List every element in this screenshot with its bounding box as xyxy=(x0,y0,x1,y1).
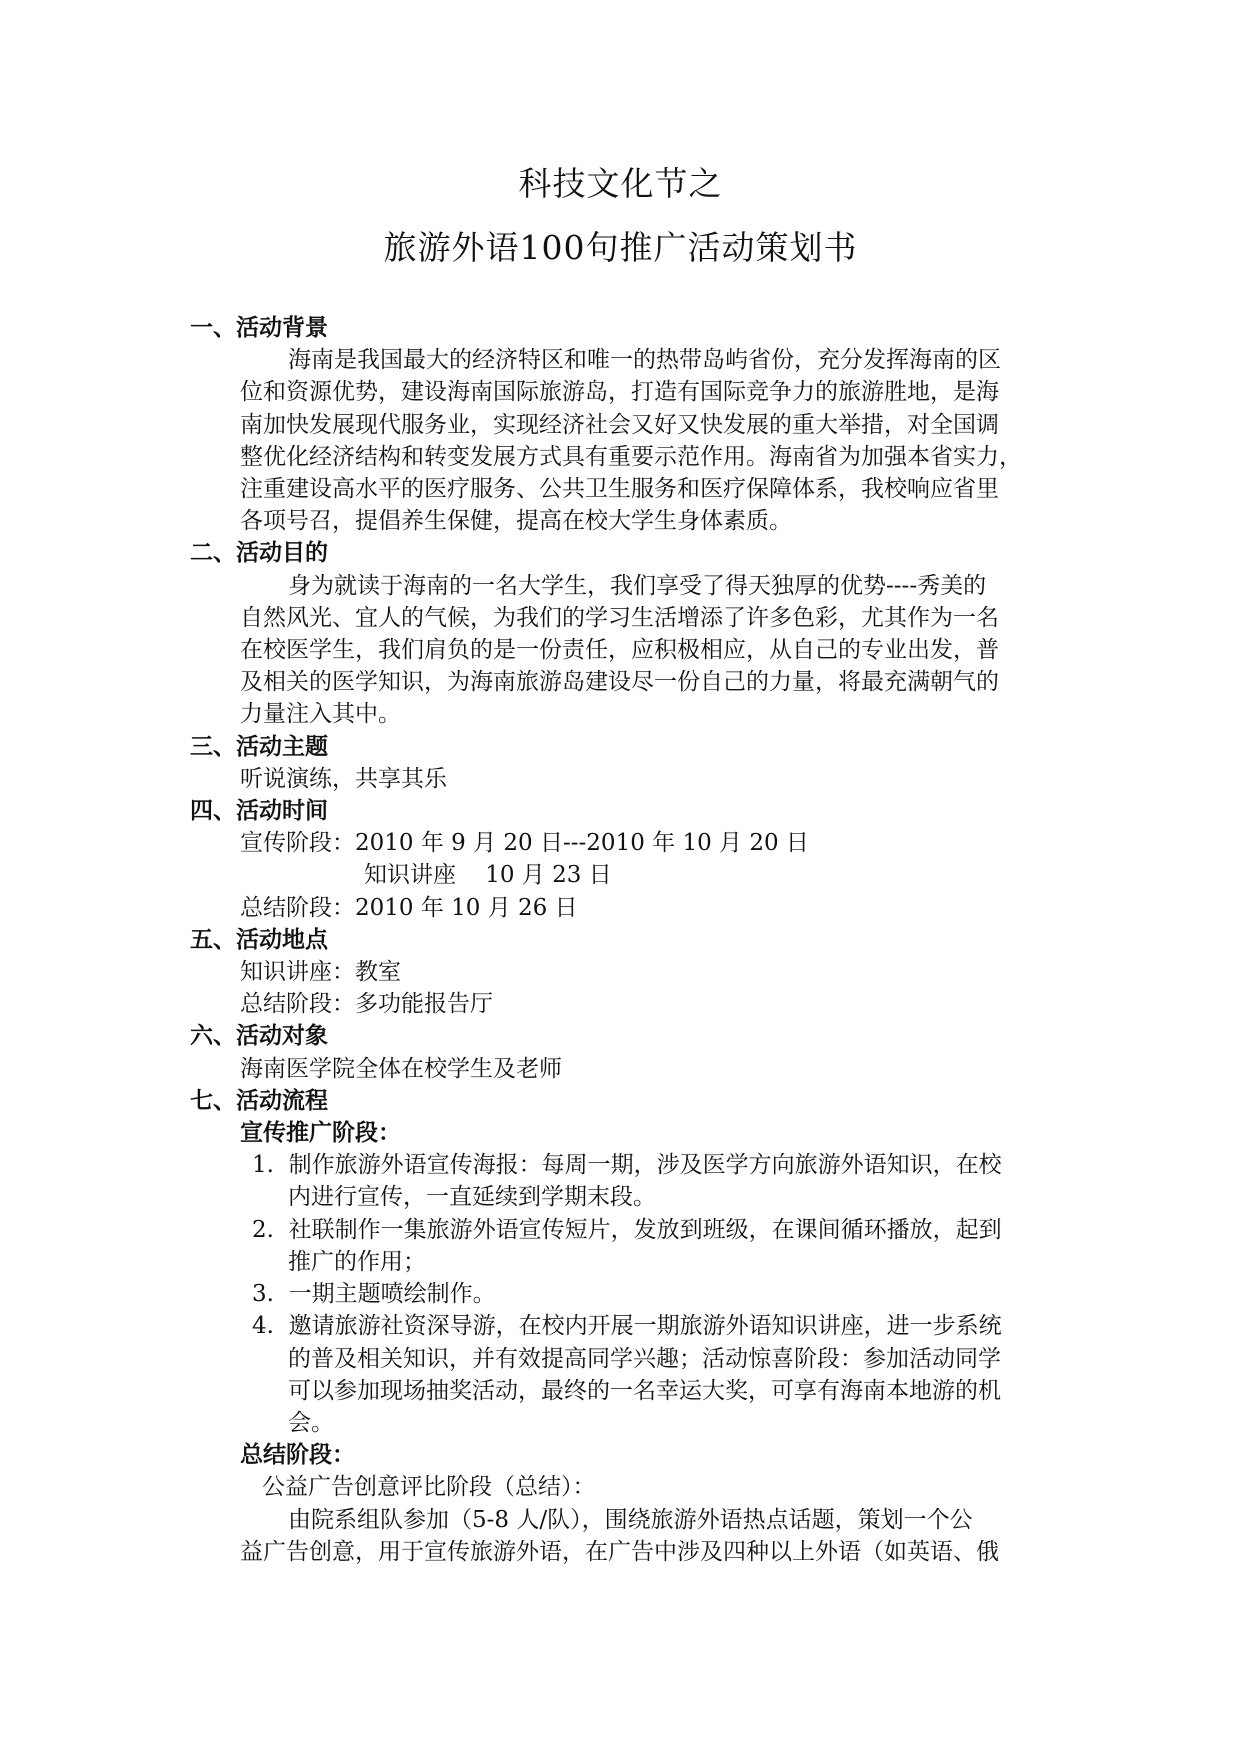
text-line: 由院系组队参加（5-8 人/队），围绕旅游外语热点话题，策划一个公 xyxy=(288,1506,973,1533)
text-line: 知识讲座：教室 xyxy=(240,959,401,986)
section-heading: 四、活动时间 xyxy=(190,798,328,825)
text-line: 内进行宣传，一直延续到学期末段。 xyxy=(288,1184,656,1211)
text-line: 海南医学院全体在校学生及老师 xyxy=(240,1055,562,1082)
text-line: 知识讲座 10 月 23 日 xyxy=(364,862,612,889)
page-title-line-1: 科技文化节之 xyxy=(518,164,723,203)
section-heading: 六、活动对象 xyxy=(190,1023,328,1050)
text-line: 可以参加现场抽奖活动，最终的一名幸运大奖，可享有海南本地游的机 xyxy=(288,1377,1001,1404)
text-line: 公益广告创意评比阶段（总结）： xyxy=(262,1474,596,1501)
text-line: 力量注入其中。 xyxy=(240,701,401,728)
text-line: 推广的作用； xyxy=(288,1248,426,1275)
text-line: 注重建设高水平的医疗服务、公共卫生服务和医疗保障体系，我校响应省里 xyxy=(240,476,999,503)
text-line: 整优化经济结构和转变发展方式具有重要示范作用。海南省为加强本省实力， xyxy=(240,443,1022,470)
text-line: 1. 制作旅游外语宣传海报：每周一期，涉及医学方向旅游外语知识，在校 xyxy=(252,1152,1002,1179)
text-line: 各项号召，提倡养生保健，提高在校大学生身体素质。 xyxy=(240,508,792,535)
text-line: 位和资源优势，建设海南国际旅游岛，打造有国际竞争力的旅游胜地，是海 xyxy=(240,379,999,406)
section-heading: 五、活动地点 xyxy=(190,926,328,953)
text-line: 海南是我国最大的经济特区和唯一的热带岛屿省份，充分发挥海南的区 xyxy=(288,347,1001,374)
text-line: 4. 邀请旅游社资深导游，在校内开展一期旅游外语知识讲座，进一步系统 xyxy=(252,1313,1002,1340)
section-heading: 三、活动主题 xyxy=(190,733,328,760)
text-line: 在校医学生，我们肩负的是一份责任，应积极相应，从自己的专业出发，普 xyxy=(240,637,999,664)
text-line: 及相关的医学知识，为海南旅游岛建设尽一份自己的力量，将最充满朝气的 xyxy=(240,669,999,696)
text-line: 身为就读于海南的一名大学生，我们享受了得天独厚的优势----秀美的 xyxy=(288,572,987,599)
text-line: 宣传阶段：2010 年 9 月 20 日---2010 年 10 月 20 日 xyxy=(240,830,809,857)
page-title-line-2: 旅游外语100句推广活动策划书 xyxy=(383,228,858,267)
text-line: 会。 xyxy=(288,1409,334,1436)
text-line: 自然风光、宜人的气候，为我们的学习生活增添了许多色彩，尤其作为一名 xyxy=(240,604,999,631)
text-line: 益广告创意，用于宣传旅游外语，在广告中涉及四种以上外语（如英语、俄 xyxy=(240,1538,999,1565)
text-line: 的普及相关知识，并有效提高同学兴趣；活动惊喜阶段：参加活动同学 xyxy=(288,1345,1001,1372)
text-line: 总结阶段：2010 年 10 月 26 日 xyxy=(240,894,578,921)
subsection-heading: 宣传推广阶段： xyxy=(240,1120,401,1147)
text-line: 听说演练，共享其乐 xyxy=(240,765,447,792)
text-line: 3. 一期主题喷绘制作。 xyxy=(252,1281,496,1308)
section-heading: 七、活动流程 xyxy=(190,1087,328,1114)
text-line: 总结阶段：多功能报告厅 xyxy=(240,991,493,1018)
text-line: 2. 社联制作一集旅游外语宣传短片，发放到班级，在课间循环播放，起到 xyxy=(252,1216,1002,1243)
section-heading: 二、活动目的 xyxy=(190,540,328,567)
text-line: 南加快发展现代服务业，实现经济社会又好又快发展的重大举措，对全国调 xyxy=(240,411,999,438)
section-heading: 一、活动背景 xyxy=(190,315,328,341)
subsection-heading: 总结阶段： xyxy=(240,1442,355,1469)
document-body xyxy=(190,312,1060,1568)
